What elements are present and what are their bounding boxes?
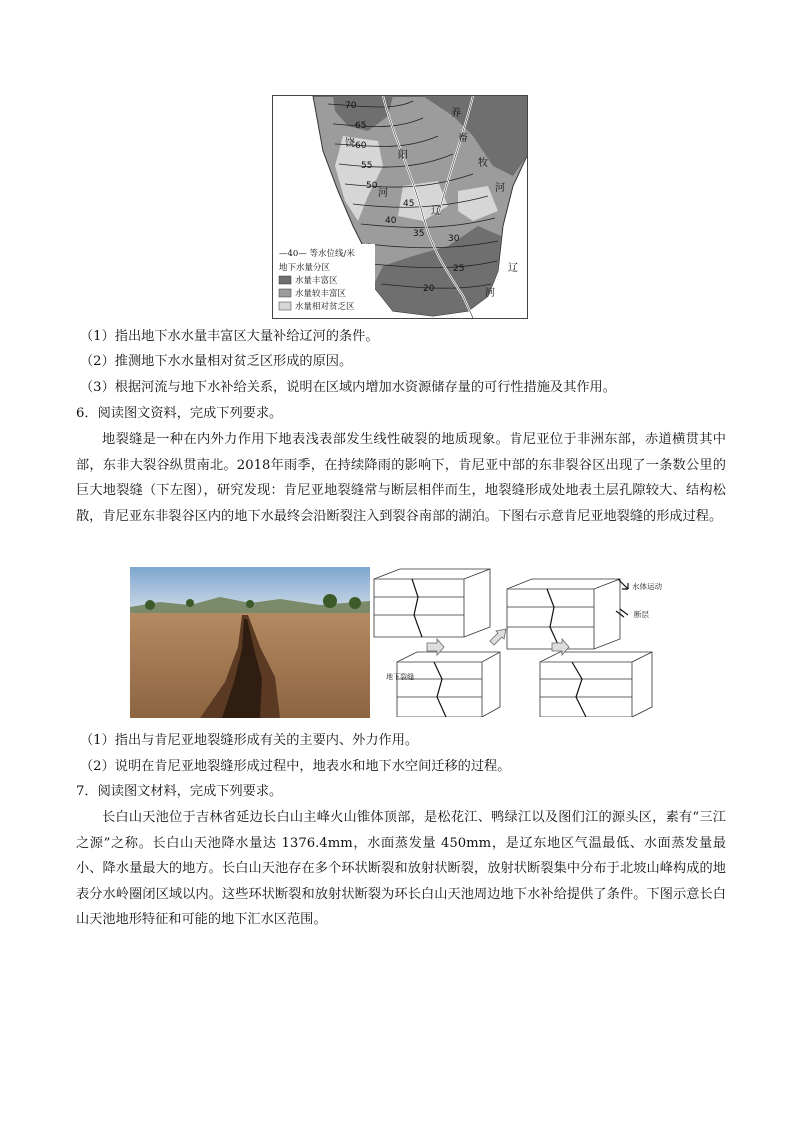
map-label: 河: [485, 288, 495, 299]
contour-label: 40: [385, 216, 397, 226]
fracture-formation-diagram: [372, 567, 672, 717]
q6-item-1: （1）指出与肯尼亚地裂缝形成有关的主要内、外力作用。: [80, 733, 419, 748]
contour-label: 20: [423, 284, 435, 294]
map-label: 养: [451, 108, 461, 119]
map-legend: [277, 244, 375, 316]
map-label: 河: [378, 188, 388, 199]
contour-label: 50: [366, 181, 378, 191]
legend-zone-rich: 水量丰富区: [295, 276, 338, 286]
q5-item-2: （2）推测地下水水量相对贫乏区形成的原因。: [80, 354, 353, 369]
label-underground-crack: 地下裂缝: [386, 673, 414, 681]
q6-paragraph: 地裂缝是一种在内外力作用下地表浅表部发生线性破裂的地质现象。肯尼亚位于非洲东部，赤道横贯其中部，东非大裂谷纵贯南北。2018年雨季，在持续降雨的影响下，肯尼亚中部的东非裂谷区出现了一条数公里的巨大地裂缝（下左图），研究发现：肯尼亚地裂缝常与断层相伴而生，地裂缝形成处地表土层孔隙较大、结构松散，肯尼亚东非裂谷区内的地下水最终会沿断裂注入到裂谷南部的湖泊。下图右示意肯尼亚地裂缝的形成过程。: [76, 432, 726, 524]
legend-contour: —40— 等水位线/米: [279, 249, 355, 259]
legend-water-movement: 水体运动: [632, 582, 662, 591]
legend-swatch-medium: [279, 289, 291, 297]
contour-label: 25: [453, 264, 465, 274]
groundwater-map-figure: [272, 95, 528, 319]
groundwater-map: [273, 96, 527, 318]
map-label: 牧: [478, 158, 488, 169]
q7-paragraph: 长白山天池位于吉林省延边长白山主峰火山锥体顶部，是松花江、鸭绿江以及图们江的源头区，素有“三江之源”之称。长白山天池降水量达 1376.4mm，水面蒸发量 450mm，是辽东地区气温最低、水面蒸发量最小、降水量最大的地方。长白山天池存在多个环状断裂和放射状断裂，放射状断裂集中分布于北坡山峰构成的地表分水岭圈闭区域以内。这些环状断裂和放射状断裂为环长白山天池周边地下水补给提供了条件。下图示意长白山天池地形特征和可能的地下汇水区范围。: [76, 810, 726, 927]
q6-item-2: （2）说明在肯尼亚地裂缝形成过程中，地表水和地下水空间迁移的过程。: [80, 759, 511, 774]
q5-item-3: （3）根据河流与地下水补给关系，说明在区域内增加水资源储存量的可行性措施及其作用。: [80, 380, 616, 395]
q5-item-1: （1）指出地下水水量丰富区大量补给辽河的条件。: [80, 329, 379, 344]
map-label: 阳: [398, 150, 408, 161]
legend-zone-poor: 水量相对贫乏区: [295, 302, 355, 312]
map-label: 饶: [345, 138, 355, 149]
ground-crack-photo: [130, 567, 370, 718]
contour-label: 45: [403, 199, 415, 209]
contour-label: 55: [361, 161, 373, 171]
q7-heading: 7．阅读图文材料，完成下列要求。: [76, 784, 283, 799]
q6-heading: 6．阅读图文资料，完成下列要求。: [76, 406, 283, 421]
contour-label: 70: [345, 101, 357, 111]
legend-fault: 断层: [634, 610, 649, 619]
legend-title: 地下水量分区: [279, 263, 331, 273]
contour-label: 30: [448, 234, 460, 244]
contour-label: 35: [413, 229, 425, 239]
map-label: 河: [495, 183, 505, 194]
contour-label: 65: [355, 121, 367, 131]
map-label: 畜: [458, 133, 468, 144]
legend-swatch-rich: [279, 276, 291, 284]
legend-zone-medium: 水量较丰富区: [295, 289, 347, 299]
map-label: 辽: [431, 206, 441, 217]
contour-label: 60: [355, 141, 367, 151]
legend-swatch-poor: [279, 302, 291, 310]
map-label: 辽: [508, 263, 518, 274]
